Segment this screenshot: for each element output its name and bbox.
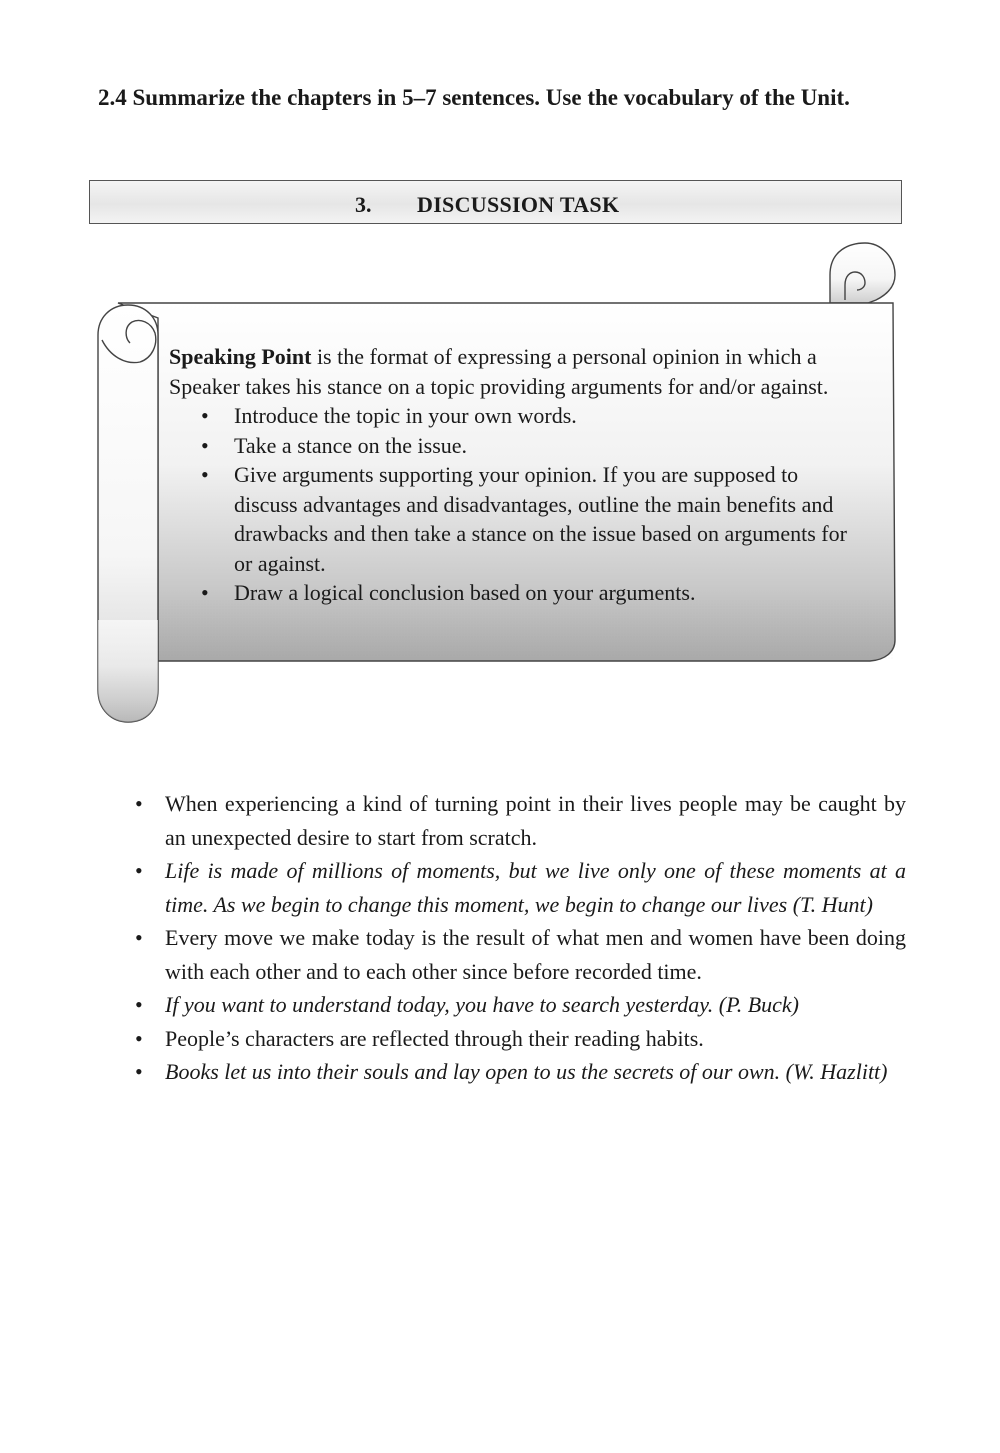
bullet-icon: •: [201, 432, 209, 458]
speaking-point-steps: [169, 401, 859, 608]
step-item: • Take a stance on the issue.: [169, 431, 859, 461]
discussion-point: • Life is made of millions of moments, but we live only one of these moments at a time. As we begin to change this moment, we begin to change our lives (T. Hunt): [130, 854, 906, 921]
step-item: • Draw a logical conclusion based on your arguments.: [169, 578, 859, 608]
section-title: DISCUSSION TASK: [417, 192, 620, 217]
discussion-point: • When experiencing a kind of turning point in their lives people may be caught by an unexpected desire to start from scratch.: [130, 787, 906, 854]
task-heading: 2.4 Summarize the chapters in 5–7 sentences. Use the vocabulary of the Unit.: [98, 85, 850, 110]
bullet-icon: •: [201, 580, 209, 605]
bullet-icon: •: [135, 858, 143, 883]
discussion-point: • People’s characters are reflected through their reading habits.: [130, 1022, 906, 1056]
discussion-point: • If you want to understand today, you have to search yesterday. (P. Buck): [130, 988, 906, 1022]
discussion-point: • Every move we make today is the result of what men and women have been doing with each other and to each other since before recorded time.: [130, 921, 906, 988]
section-number: 3.: [355, 192, 372, 217]
speaking-point-box: [169, 342, 859, 608]
step-item: • Introduce the topic in your own words.: [169, 401, 859, 431]
bullet-icon: •: [201, 403, 209, 428]
bullet-icon: •: [135, 992, 143, 1017]
bullet-icon: •: [135, 925, 143, 950]
speaking-point-term: Speaking Point: [169, 344, 312, 369]
discussion-points-list: [130, 787, 906, 1089]
speaking-point-description: is the format of expressing a personal opinion in which a Speaker takes his stance on a topic providing arguments for and/or against.: [169, 344, 829, 399]
bullet-icon: •: [135, 791, 143, 816]
discussion-point: • Books let us into their souls and lay open to us the secrets of our own. (W. Hazlitt): [130, 1055, 906, 1089]
bullet-icon: •: [201, 462, 209, 487]
step-item: • Give arguments supporting your opinion. If you are supposed to discuss advantages and disadvantages, outline the main benefits and drawbacks and then take a stance on the issue based on arguments for or against.: [201, 462, 847, 576]
bullet-icon: •: [135, 1059, 143, 1084]
speaking-point-definition: [169, 342, 859, 401]
bullet-icon: •: [135, 1025, 143, 1051]
